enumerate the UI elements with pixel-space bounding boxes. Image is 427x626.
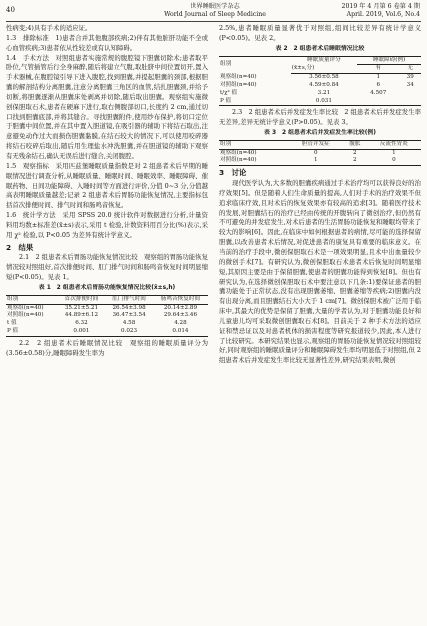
table-2-caption: 表 2 2 组患者术后睡眠情况比较: [275, 45, 365, 52]
header-rule: [6, 21, 421, 22]
table-cell: 0.031: [315, 97, 332, 104]
paragraph: 性病变;4)具有手术的适应证。: [6, 24, 92, 32]
table-cell: 对照组(n=40): [220, 81, 257, 88]
table-1-caption: 表 1 2 组患者术后胃肠功能恢复情况比较(x̄±s,h): [38, 284, 176, 291]
table-cell: 26.54±3.98: [112, 304, 146, 311]
table-header-cell: 有: [357, 65, 399, 74]
running-header: [0, 3, 427, 23]
section-heading-discussion: 3 讨论: [219, 168, 247, 178]
right-column: [219, 24, 421, 366]
table-cell: 0.023: [121, 327, 138, 334]
section-heading-results: 2 结果: [6, 242, 34, 252]
table-row: [219, 157, 421, 165]
paragraph-discussion: 现代医学认为,大多数的胆囊疾病通过手术治疗均可以获得良好的治疗效果[5]。但是随着人们生命质量的提高,人们对手术的治疗效果不但追求临床疗效,且对术后的恢复效果亦有较高的追求[3]。随着医疗技术的发展,对胆囊结石的治疗已经由传统的开腹转向了微创治疗,但仍然有不可避免的并发症发生,对术后患者的生活胃肠功能恢复和睡眠均带来了较大的影响[6]。因此,在临床中如何根据患者的病情,尽可能的选择保留胆囊,以改善患者术后情况,对促进患者的康复具有重要的临床意义。在当前的治疗手段中,微创保胆取石术是一项效果明显,且术中出血量较少的微创手术[7]。有研究认为,微创保胆取石术患者术后恢复时间明显缩短,其原因主要是由于保留胆囊,使患者的胆囊功能得到恢复[8]。但也有研究认为,在选择微创保胆取石术中要注意以下几条:1)要保证患者的胆囊功能处于正常状态,没有出现胆囊萎缩、胆囊萎缩等疾病;2)胆囊内没有出现分离,而且胆囊结石大小大于 1 cm[7]。微创保胆术被广泛用于临床中,其最大的优势是保留了胆囊,大量的学者认为,对于胆囊功能良好和儿童患儿均可采取微创胆囊取石术[8]。目前关于 2 种手术方法的适应证和禁忌证以及对患者机体的损害程度等研究报道较少,因此,本人进行了比较研究。本研究结果也显示,观察组的胃肠功能恢复情况较对照组较好,同时观察组的睡眠质量评分和睡眠障碍发生率均明显低于对照组,但 2 组患者术后并发症发生率比较无显著性差异,研究结果表明,微创: [219, 179, 421, 365]
table-3-caption: 表 3 2 组患者术后并发症发生率比较(例): [264, 130, 376, 136]
journal-title: [150, 3, 280, 19]
issue-info: [342, 3, 420, 19]
table-row: [6, 320, 208, 328]
table-header-cell: (x̄±s,分): [291, 65, 357, 74]
table-cell: 36.47±3.54: [112, 312, 146, 319]
table-cell: 4.59±0.84: [309, 81, 339, 88]
table-cell: 0.014: [172, 327, 189, 334]
table-cell: 1: [314, 157, 318, 164]
table-cell: 3.56±0.58: [309, 74, 339, 81]
table-cell: 2: [353, 149, 357, 156]
table-cell: 1: [392, 149, 396, 156]
table-cell: 观察组(n=40): [220, 73, 257, 80]
table-cell: 1: [376, 74, 381, 81]
table-row: [219, 90, 421, 98]
journal-title-en: World Journal of Sleep Medicine: [164, 11, 266, 18]
table-cell: 观察组(n=40): [220, 149, 257, 156]
table-cell: P 值: [7, 327, 19, 334]
table-cell: P 值: [220, 97, 232, 104]
table-cell: 20.14±2.89: [163, 304, 197, 311]
paragraph-results-1: 2.1 2 组患者术后胃肠功能恢复情况比较 观察组的胃肠功能恢复情况较对照组好,首次排便时间、肛门排气时间和肠鸣音恢复时间明显缩短(P<0.05)。见表 1。: [6, 253, 208, 282]
paragraph-exclusion: 1.3 排除标准 1)患者合并其他腹部疾病;2)伴有其他脏肝功能不全或心血管疾病;3)患者依从性较差或有认知障碍。: [6, 33, 208, 52]
table-cell: [399, 98, 421, 106]
table-header-cell: 组别: [220, 61, 232, 68]
table-cell: 6: [376, 81, 381, 88]
table-cell: t 值: [7, 320, 17, 327]
table-header-cell: 肠鸣音恢复时间: [153, 295, 208, 304]
table-cell: 29.64±3.46: [163, 312, 197, 319]
paragraph-statistics: 1.6 统计学方法 采用 SPSS 20.0 统计软件对数据进行分析,计量资料用均数±标准差(x̄±s)表示,采用 t 检验,计数资料用百分比(%)表示,采用 χ² 检验,以 P<0.05 为差异有统计学意义。: [6, 211, 208, 239]
table-row: [6, 328, 208, 336]
table-header-cell: 无: [399, 65, 421, 74]
table-row: [219, 82, 421, 90]
table-header-cell: 腹胀: [343, 140, 367, 149]
table-cell: 34: [406, 81, 414, 88]
table-row: [219, 98, 421, 106]
left-column: [6, 24, 208, 358]
paragraph-continued: 2.5%,患者睡眠质量显著优于对照组,组间比较差异有统计学意义(P<0.05)。见表 2。: [219, 24, 421, 42]
paragraph-indicators: 1.5 观察指标 采用匹兹堡睡眠质量指数是对 2 组患者术后早期的睡眠情况进行调查分析,从睡眠质量、睡眠时间、睡眠效率、睡眠障碍、催眠药物、日间功能障碍、入睡时间等方面进行评价,分值 0~3 分,分值越高表明睡眠质量越差;记录 2 组患者术后胃肠功能恢复情况,主要指标包括首次排便时间、排气时间和肠鸣音恢复。: [6, 161, 208, 210]
paragraph-results-2: 2.2 2 组患者术后睡眠情况比较 观察组的睡眠质量评分为(3.56±0.58)分,睡眠障碍发生率为: [6, 338, 208, 357]
table-cell: 观察组(n=40): [7, 304, 44, 311]
table-header-cell: 组别: [6, 295, 58, 304]
table-header-cell: 胆管并发症: [289, 140, 343, 149]
table-cell: 3.21: [317, 89, 331, 96]
table-header-cell: 睡眠质量评分: [307, 56, 341, 63]
table-cell: [357, 98, 399, 106]
table-3: [219, 140, 421, 166]
table-cell: 0.001: [73, 327, 90, 334]
table-cell: 对照组(n=40): [220, 157, 257, 164]
table-2: [219, 56, 421, 107]
table-row: [6, 312, 208, 320]
paragraph-results-3: 2.3 2 组患者术后并发症发生率比较 2 组患者术后并发症发生率无差异,差异无统计学意义(P>0.05)。见表 3。: [219, 108, 421, 127]
table-cell: 35.21±5.21: [64, 304, 98, 311]
table-header-cell: 组别: [219, 140, 289, 149]
table-cell: 对照组(n=40): [7, 312, 44, 319]
table-cell: [399, 90, 421, 98]
table-cell: 2: [353, 157, 357, 164]
page-number: 40: [6, 6, 15, 14]
table-cell: t/χ² 值: [220, 89, 238, 96]
table-1: [6, 295, 208, 337]
table-cell: 4.58: [122, 320, 136, 327]
table-header-cell: 肛门排气时间: [105, 295, 153, 304]
journal-title-cn: 世界睡眠医学杂志: [190, 3, 240, 10]
table-cell: 4.28: [174, 320, 187, 327]
table-cell: 0: [392, 157, 396, 164]
table-header-cell: 睡眠障碍(例): [357, 56, 421, 65]
paragraph-surgery: 1.4 手术方法 对照组患者实施常规的腹腔镜下胆囊切除术;患者取平卧位,气管插管后行全身麻醉,随后将建立气腹,取肚脐中间位置切开,置入手术器械,在腹腔镜引导下进入腹腔,找到胆囊,并提起胆囊的颈部,根据胆囊的解剖结构分离胆囊,注意分离胆囊三角区的血管,结扎胆囊颈,并给予切断,将胆囊逐渐从胆囊床处剥离并切除,随后取出胆囊。观察组实施微创保胆取石术,患者在硬麻下进行,取右侧腹部切口,长度约 2 cm,通过切口找到胆囊底部,并将其缝合。寻找胆囊附件,使用纱布保护,将切口定位于胆囊中间位置,并在其中置入胆道镜,在吸引器的辅助下将结石取出,注意避免动作过大而损伤胆囊黏膜,在结石较大的情况下,可以使用咬碎器将结石咬碎后取出,随后用生理盐水冲洗胆囊,并在胆道镜的辅助下观察有无残余结石,确认无误后进行缝合,关闭腹腔。: [6, 53, 208, 160]
table-header-cell: 首次排便时间: [58, 295, 106, 304]
table-cell: 0: [314, 149, 318, 156]
table-row: [219, 74, 421, 82]
table-cell: 44.89±6.12: [64, 312, 98, 319]
table-header-cell: 反流性胃炎: [367, 140, 421, 149]
table-cell: 4.507: [370, 89, 387, 96]
table-cell: 6.32: [75, 320, 88, 327]
issue-date-cn: 2019 年 4 月第 6 卷第 4 期: [341, 3, 420, 10]
issue-date-en: April. 2019, Vol.6, No.4: [346, 11, 420, 18]
table-cell: 39: [406, 74, 414, 81]
